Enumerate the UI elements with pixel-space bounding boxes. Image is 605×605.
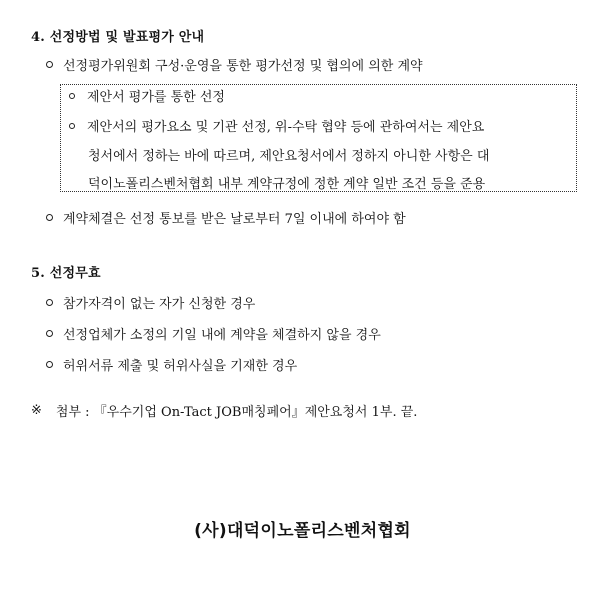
organization-name: (사)대덕이노폴리스벤처협회 — [194, 521, 411, 541]
section-5-item-3-text: 허위서류 제출 및 허위사실을 기재한 경우 — [63, 359, 298, 374]
box-sub-item-1-text: 제안서 평가를 통한 선정 — [87, 90, 225, 105]
attachment-line — [31, 401, 417, 420]
section-5-item-2 — [46, 324, 381, 343]
circle-bullet-icon — [46, 214, 53, 221]
box-sub-item-2 — [69, 116, 484, 135]
circle-bullet-icon — [69, 123, 75, 129]
section-4-item-2-text: 계약체결은 선정 통보를 받은 날로부터 7일 이내에 하여야 함 — [63, 212, 406, 227]
circle-bullet-icon — [69, 93, 75, 99]
section-5-item-2-text: 선정업체가 소정의 기일 내에 계약을 체결하지 않을 경우 — [63, 328, 381, 343]
section-5-item-3 — [46, 355, 297, 374]
box-sub-item-2-line-3: 덕이노폴리스벤처협회 내부 계약규정에 정한 계약 일반 조건 등을 준용 — [88, 177, 486, 192]
section-4-heading: 4. 선정방법 및 발표평가 안내 — [31, 30, 205, 45]
reference-mark-icon: ※ — [31, 403, 42, 418]
section-5-item-1-text: 참가자격이 없는 자가 신청한 경우 — [63, 297, 256, 312]
circle-bullet-icon — [46, 299, 53, 306]
circle-bullet-icon — [46, 330, 53, 337]
section-4-item-1-text: 선정평가위원회 구성·운영을 통한 평가선정 및 협의에 의한 계약 — [63, 59, 423, 74]
section-5-heading: 5. 선정무효 — [31, 266, 101, 281]
section-4-item-2 — [46, 208, 406, 227]
circle-bullet-icon — [46, 61, 53, 68]
box-sub-item-2-line-1: 제안서의 평가요소 및 기관 선정, 위-수탁 협약 등에 관하여서는 제안요 — [87, 120, 485, 135]
section-4-item-1 — [46, 55, 423, 74]
box-sub-item-2-line-2: 청서에서 정하는 바에 따르며, 제안요청서에서 정하지 아니한 사항은 대 — [88, 149, 490, 164]
circle-bullet-icon — [46, 361, 53, 368]
box-sub-item-1 — [69, 86, 225, 105]
section-5-item-1 — [46, 293, 255, 312]
attachment-text: 첨부 : 『우수기업 On-Tact JOB매칭페어』제안요청서 1부. 끝. — [55, 405, 418, 420]
